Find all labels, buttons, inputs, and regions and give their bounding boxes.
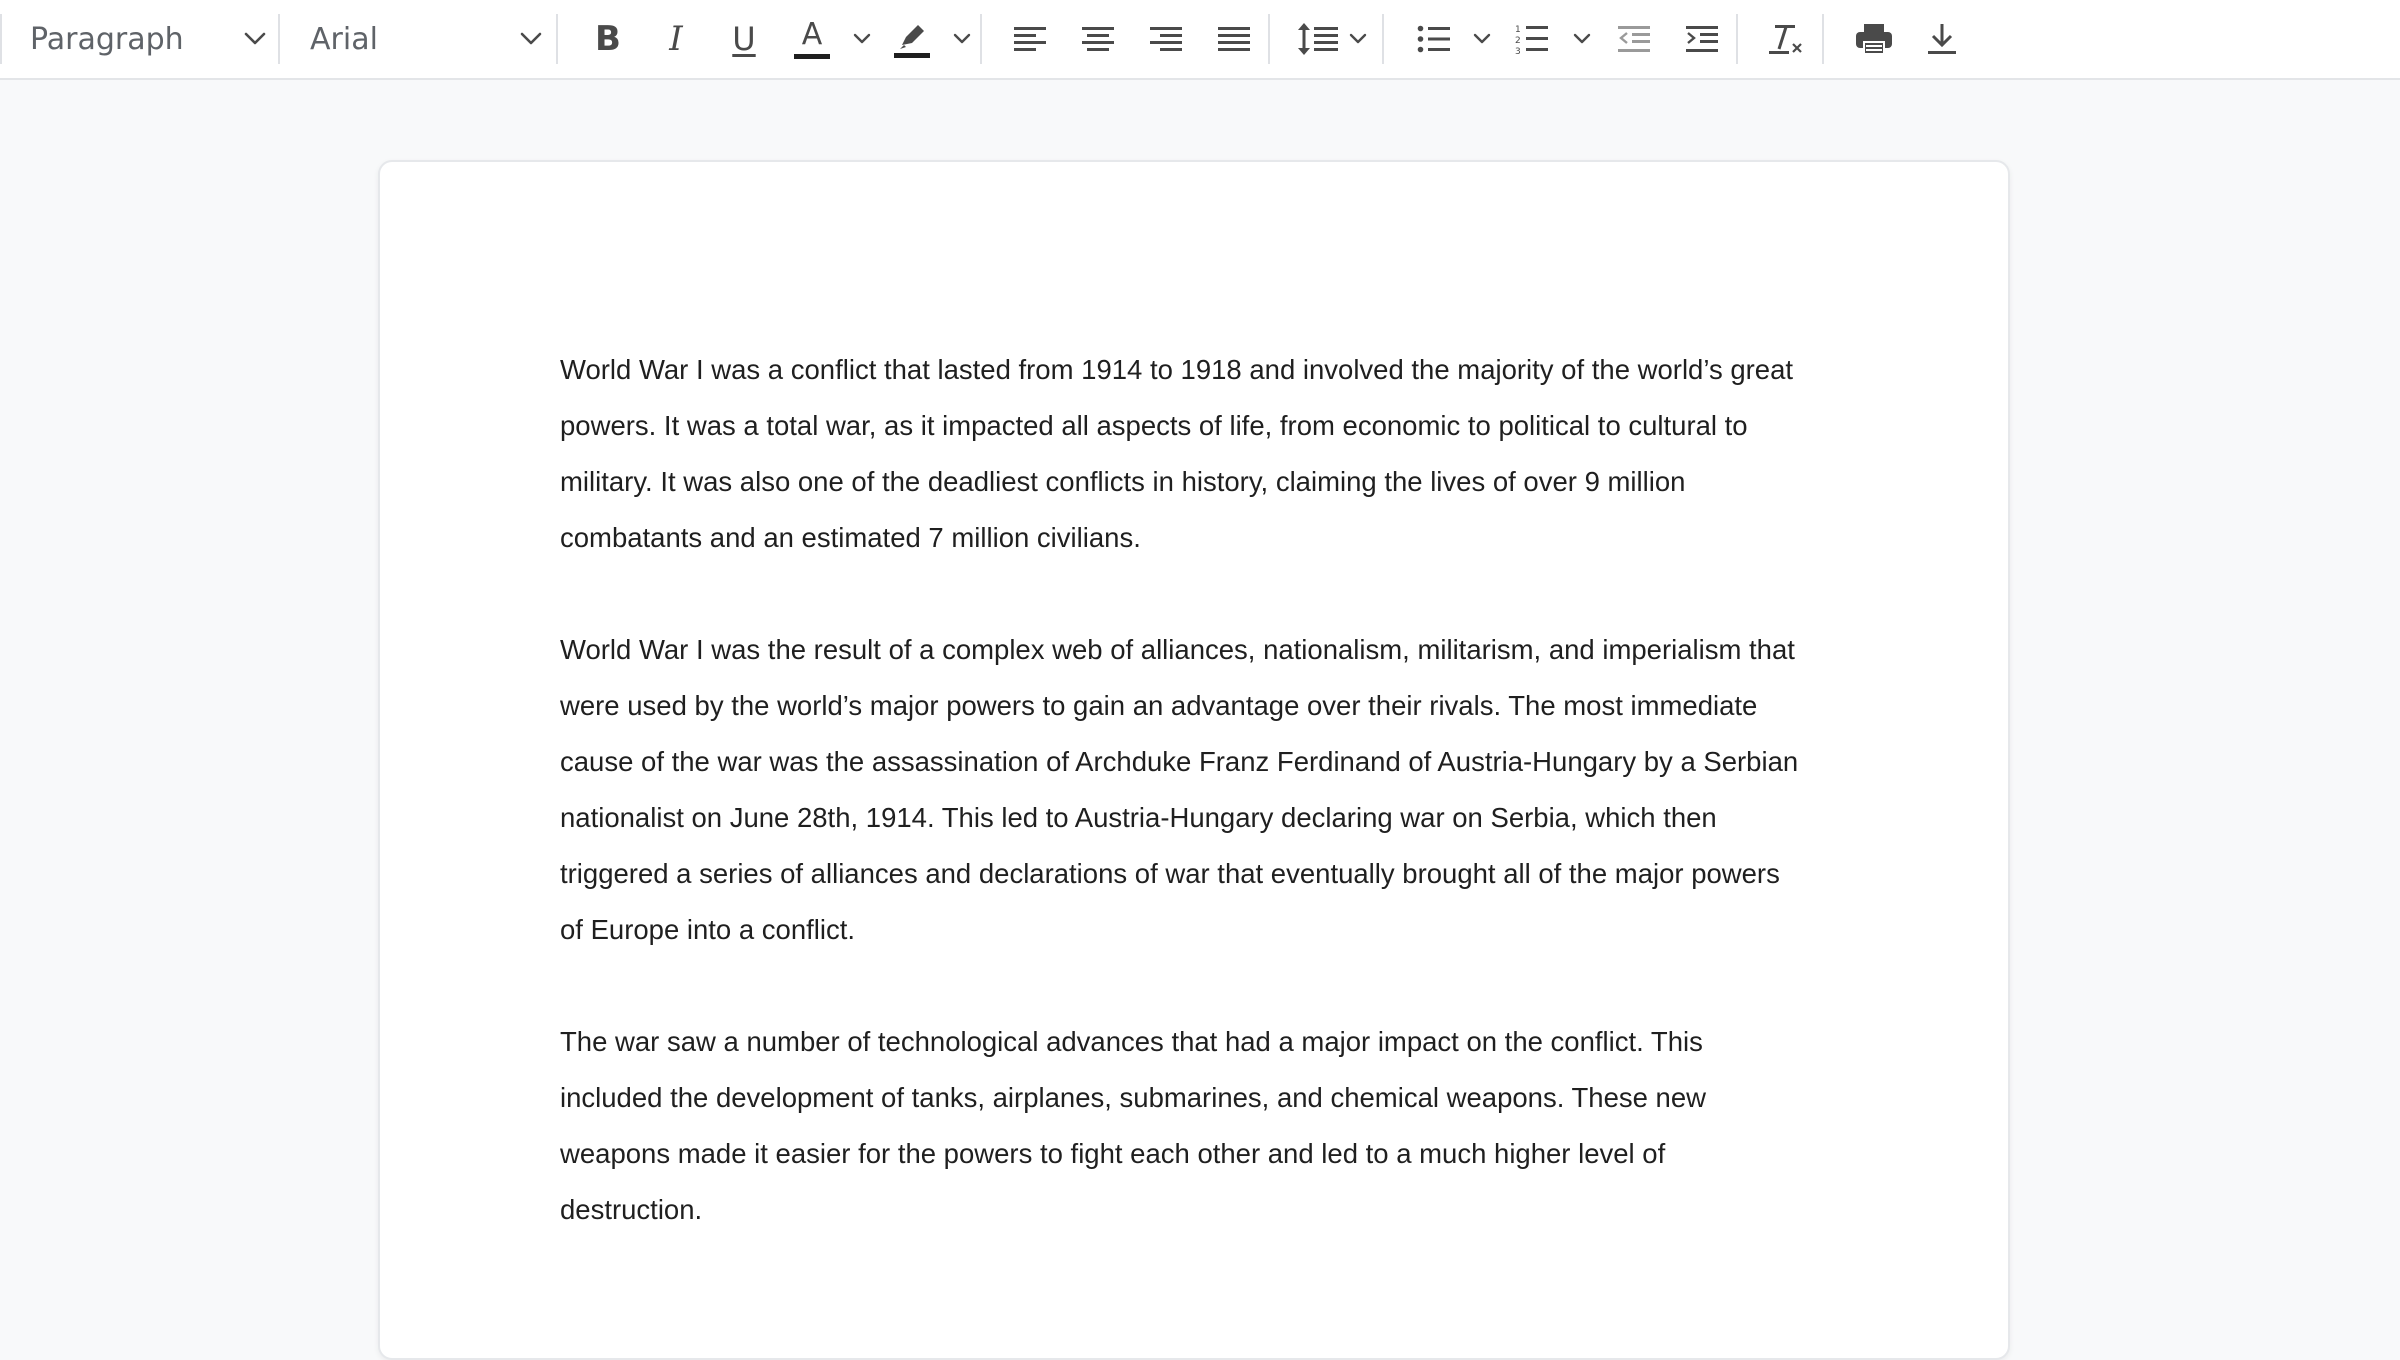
toolbar-divider <box>1382 14 1384 64</box>
line-height-dropdown[interactable] <box>1344 12 1372 66</box>
highlight-color-button[interactable] <box>890 12 934 66</box>
chevron-down-icon <box>1470 27 1494 51</box>
clear-formatting-icon <box>1767 22 1805 56</box>
font-family-select[interactable] <box>310 12 546 66</box>
chevron-down-icon <box>516 24 546 59</box>
align-left-button[interactable] <box>1008 12 1052 66</box>
align-center-button[interactable] <box>1076 12 1120 66</box>
justify-icon <box>1217 24 1251 54</box>
chevron-down-icon <box>1346 27 1370 51</box>
line-height-icon <box>1297 22 1339 56</box>
svg-text:3: 3 <box>1515 47 1521 55</box>
bulleted-list-icon <box>1417 24 1451 54</box>
numbered-list-icon <box>1515 23 1549 55</box>
highlight-color-dropdown[interactable] <box>948 12 976 66</box>
text-color-swatch <box>794 54 830 59</box>
highlighter-icon <box>894 21 930 51</box>
document-page[interactable] <box>378 160 2010 1360</box>
document-body[interactable] <box>560 342 1840 1294</box>
align-right-icon <box>1149 24 1183 54</box>
italic-button[interactable] <box>654 12 698 66</box>
line-height-button[interactable] <box>1294 12 1342 66</box>
download-button[interactable] <box>1920 12 1964 66</box>
print-button[interactable] <box>1852 12 1896 66</box>
block-format-value: Paragraph <box>30 21 184 57</box>
align-center-icon <box>1081 24 1115 54</box>
paragraph[interactable]: World War I was the result of a complex web of alliances, nationalism, militarism, and imperialism that were used by the world’s major powers to gain an advantage over their rivals. The most immediate cause of the war was the assassination of Archduke Franz Ferdinand of Austria-Hungary by a Serbian nationalist on June 28th, 1914. This led to Austria-Hungary declaring war on Serbia, which then triggered a series of alliances and declarations of war that eventually brought all of the major powers of Europe into a conflict. <box>560 634 1799 945</box>
svg-text:2: 2 <box>1515 36 1521 46</box>
chevron-down-icon <box>950 27 974 51</box>
indent-icon <box>1685 24 1719 54</box>
font-family-value: Arial <box>310 21 378 57</box>
toolbar-divider <box>980 14 982 64</box>
chevron-down-icon <box>240 24 270 59</box>
indent-button[interactable] <box>1680 12 1724 66</box>
print-icon <box>1855 22 1893 56</box>
paragraph[interactable]: World War I was a conflict that lasted from 1914 to 1918 and involved the majority of the world’s great powers. It was a total war, as it impacted all aspects of life, from economic to political to cultural to military. It was also one of the deadliest conflicts in history, claiming the lives of over 9 million combatants and an estimated 7 million civilians. <box>560 354 1794 553</box>
numbered-list-button[interactable] <box>1510 12 1554 66</box>
text-color-icon: A <box>801 16 823 52</box>
toolbar-divider <box>1736 14 1738 64</box>
toolbar-divider <box>556 14 558 64</box>
align-right-button[interactable] <box>1144 12 1188 66</box>
toolbar-divider <box>278 14 280 64</box>
block-format-select[interactable] <box>30 12 270 66</box>
numbered-list-dropdown[interactable] <box>1568 12 1596 66</box>
bulleted-list-dropdown[interactable] <box>1468 12 1496 66</box>
text-color-button[interactable] <box>790 12 834 66</box>
highlight-color-swatch <box>894 53 930 58</box>
outdent-button[interactable] <box>1612 12 1656 66</box>
editor-toolbar <box>0 0 2400 80</box>
text-color-dropdown[interactable] <box>848 12 876 66</box>
outdent-icon <box>1617 24 1651 54</box>
paragraph[interactable]: The war saw a number of technological advances that had a major impact on the conflict. This included the development of tanks, airplanes, submarines, and chemical weapons. These new weapons made it easier for the powers to fight each other and led to a much higher level of destruction. <box>560 1026 1707 1225</box>
toolbar-divider <box>0 14 2 64</box>
download-icon <box>1925 22 1959 56</box>
bulleted-list-button[interactable] <box>1412 12 1456 66</box>
bold-icon: B <box>595 19 621 59</box>
underline-button[interactable] <box>722 12 766 66</box>
chevron-down-icon <box>850 27 874 51</box>
chevron-down-icon <box>1570 27 1594 51</box>
align-left-icon <box>1013 24 1047 54</box>
italic-icon: I <box>669 19 683 59</box>
clear-formatting-button[interactable] <box>1764 12 1808 66</box>
toolbar-divider <box>1822 14 1824 64</box>
svg-text:1: 1 <box>1515 25 1521 35</box>
justify-button[interactable] <box>1212 12 1256 66</box>
toolbar-divider <box>1268 14 1270 64</box>
bold-button[interactable] <box>586 12 630 66</box>
underline-icon: U <box>732 20 756 58</box>
